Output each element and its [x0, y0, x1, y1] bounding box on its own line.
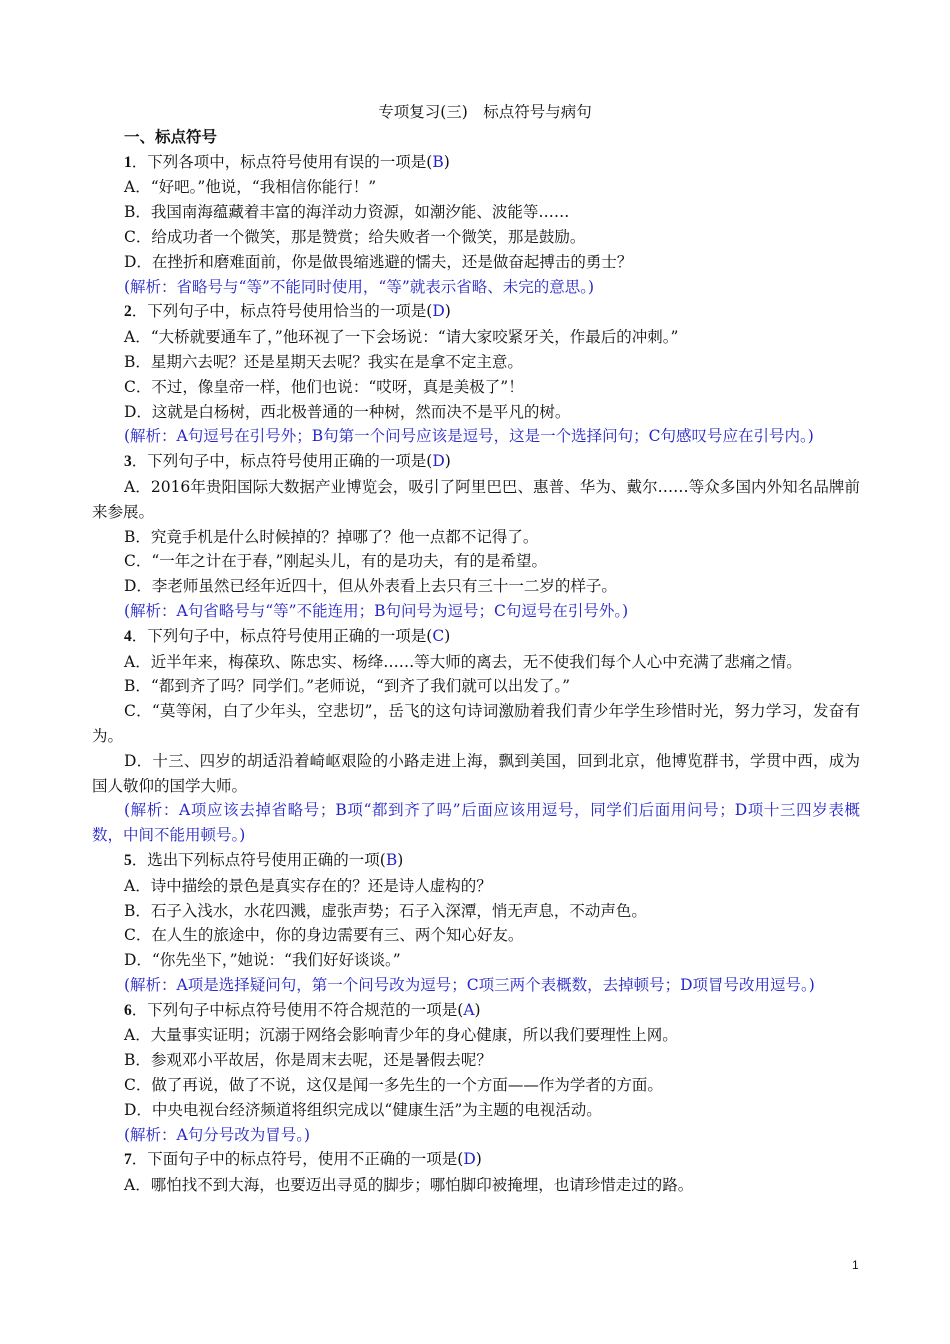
option-line: A．诗中描绘的景色是真实存在的？还是诗人虚构的？ [124, 876, 492, 895]
option-line: C．做了再说，做了不说，这仅是闻一多先生的一个方面——作为学者的方面。 [124, 1076, 663, 1095]
question-text: ．下面句子中的标点符号，使用不正确的一项是( [131, 1150, 464, 1169]
option-line: A．近半年来，梅葆玖、陈忠实、杨绛……等大师的离去，无不使我们每个人心中充满了悲痛之情。 [124, 652, 802, 671]
option-line: B．究竟手机是什么时候掉的？掉哪了？他一点都不记得了。 [124, 527, 539, 546]
document-page [92, 100, 860, 1198]
question-stem [92, 299, 860, 325]
option-line: D．十三、四岁的胡适沿着崎岖艰险的小路走进上海，飘到美国，回到北京，他博览群书，学贯中西，成为国人敬仰的国学大师。 [92, 751, 860, 795]
answer-letter: D [463, 1150, 476, 1169]
analysis-note: (解析：A句分号改为冒号。) [124, 1125, 311, 1144]
option-line: A．“好吧。”他说，“我相信你能行！” [124, 178, 377, 197]
option-line: D．“你先坐下，”她说：“我们好好谈谈。” [124, 951, 401, 970]
question-text: ．下列句子中，标点符号使用恰当的一项是( [131, 302, 433, 321]
option-line: A．2016年贵阳国际大数据产业博览会，吸引了阿里巴巴、惠普、华为、戴尔……等众多国内外知名品牌前来参展。 [92, 477, 860, 521]
page-title: 专项复习(三) 标点符号与病句 [378, 103, 592, 121]
answer-paren: ) [444, 452, 451, 471]
question-number: 5 [124, 851, 132, 869]
option-line: C．“一年之计在于春，”刚起头儿，有的是功夫，有的是希望。 [124, 552, 547, 571]
question-stem [92, 449, 860, 475]
answer-paren: ) [444, 626, 451, 645]
option-line: C．“莫等闲，白了少年头，空悲切”，岳飞的这句诗词激励着我们青少年学生珍惜时光，努力学习，发奋有为。 [92, 702, 860, 745]
question-number: 2 [124, 303, 132, 321]
question-number: 3 [124, 453, 132, 471]
option-line: D．李老师虽然已经年近四十，但从外表看上去只有三十一二岁的样子。 [124, 577, 617, 596]
question-number: 4 [124, 627, 132, 645]
answer-letter: D [432, 452, 445, 471]
analysis-note: (解析：A句省略号与“等”不能连用；B句问号为逗号；C句逗号在引号外。) [124, 601, 629, 620]
question-stem [92, 1147, 860, 1173]
section-heading: 一、标点符号 [124, 127, 218, 146]
analysis-note: (解析：A句逗号在引号外；B句第一个问号应该是逗号，这是一个选择问句；C句感叹号应在引号内。) [124, 427, 814, 446]
option-line: B．星期六去呢？还是星期天去呢？我实在是拿不定主意。 [124, 352, 523, 371]
question-stem [92, 848, 860, 874]
answer-paren: ) [474, 1000, 481, 1019]
option-line: B．石子入浅水，水花四溅，虚张声势；石子入深潭，悄无声息，不动声色。 [124, 901, 647, 920]
option-line: A．大量事实证明；沉溺于网络会影响青少年的身心健康，所以我们要理性上网。 [124, 1026, 678, 1045]
answer-paren: ) [397, 850, 404, 869]
question-stem [92, 150, 860, 176]
answer-letter: C [432, 626, 445, 645]
option-line: C．不过，像皇帝一样，他们也说：“哎呀，真是美极了”！ [124, 377, 524, 396]
answer-letter: B [385, 850, 398, 869]
question-text: ．下列句子中，标点符号使用正确的一项是( [131, 626, 433, 645]
question-text: ．下列句子中标点符号使用不符合规范的一项是( [131, 1000, 464, 1019]
question-number: 1 [124, 153, 132, 171]
option-line: C．给成功者一个微笑，那是赞赏；给失败者一个微笑，那是鼓励。 [124, 227, 586, 246]
answer-letter: B [432, 152, 444, 171]
option-line: D．中央电视台经济频道将组织完成以“健康生活”为主题的电视活动。 [124, 1100, 602, 1119]
option-line: D．在挫折和磨难面前，你是做畏缩逃避的懦夫，还是做奋起搏击的勇士？ [124, 252, 633, 271]
analysis-note: (解析：A项应该去掉省略号；B项“都到齐了吗”后面应该用逗号，同学们后面用问号；D项十三四岁表概数，中间不能用顿号。) [92, 801, 860, 845]
question-number: 7 [124, 1151, 132, 1169]
page-number: 1 [852, 1258, 859, 1272]
question-text: ．选出下列标点符号使用正确的一项( [131, 850, 386, 869]
answer-paren: ) [475, 1150, 482, 1169]
question-stem [92, 624, 860, 650]
question-stem [92, 998, 860, 1024]
option-line: C．在人生的旅途中，你的身边需要有三、两个知心好友。 [124, 926, 524, 945]
analysis-note: (解析：省略号与“等”不能同时使用，“等”就表示省略、未完的意思。) [124, 277, 595, 296]
question-number: 6 [124, 1001, 132, 1019]
option-line: B．参观邓小平故居，你是周末去呢，还是暑假去呢？ [124, 1051, 492, 1070]
analysis-note: (解析：A项是选择疑问句，第一个问号改为逗号；C项三两个表概数，去掉顿号；D项冒号改用逗号。) [124, 975, 815, 994]
question-text: ．下列句子中，标点符号使用正确的一项是( [131, 452, 433, 471]
answer-letter: A [463, 1000, 475, 1019]
answer-paren: ) [444, 302, 451, 321]
answer-letter: D [432, 302, 445, 321]
option-line: A．哪怕找不到大海，也要迈出寻觅的脚步；哪怕脚印被掩埋，也请珍惜走过的路。 [124, 1176, 694, 1195]
question-list [92, 150, 860, 1198]
option-line: D．这就是白杨树，西北极普通的一种树，然而决不是平凡的树。 [124, 402, 571, 421]
option-line: A．“大桥就要通车了，”他环视了一下会场说：“请大家咬紧牙关，作最后的冲刺。” [124, 328, 679, 347]
answer-paren: ) [443, 152, 450, 171]
option-line: B．“都到齐了吗？同学们。”老师说，“到齐了我们就可以出发了。” [124, 677, 571, 696]
question-text: ．下列各项中，标点符号使用有误的一项是( [131, 152, 433, 171]
option-line: B．我国南海蕴藏着丰富的海洋动力资源，如潮汐能、波能等…… [124, 203, 570, 222]
